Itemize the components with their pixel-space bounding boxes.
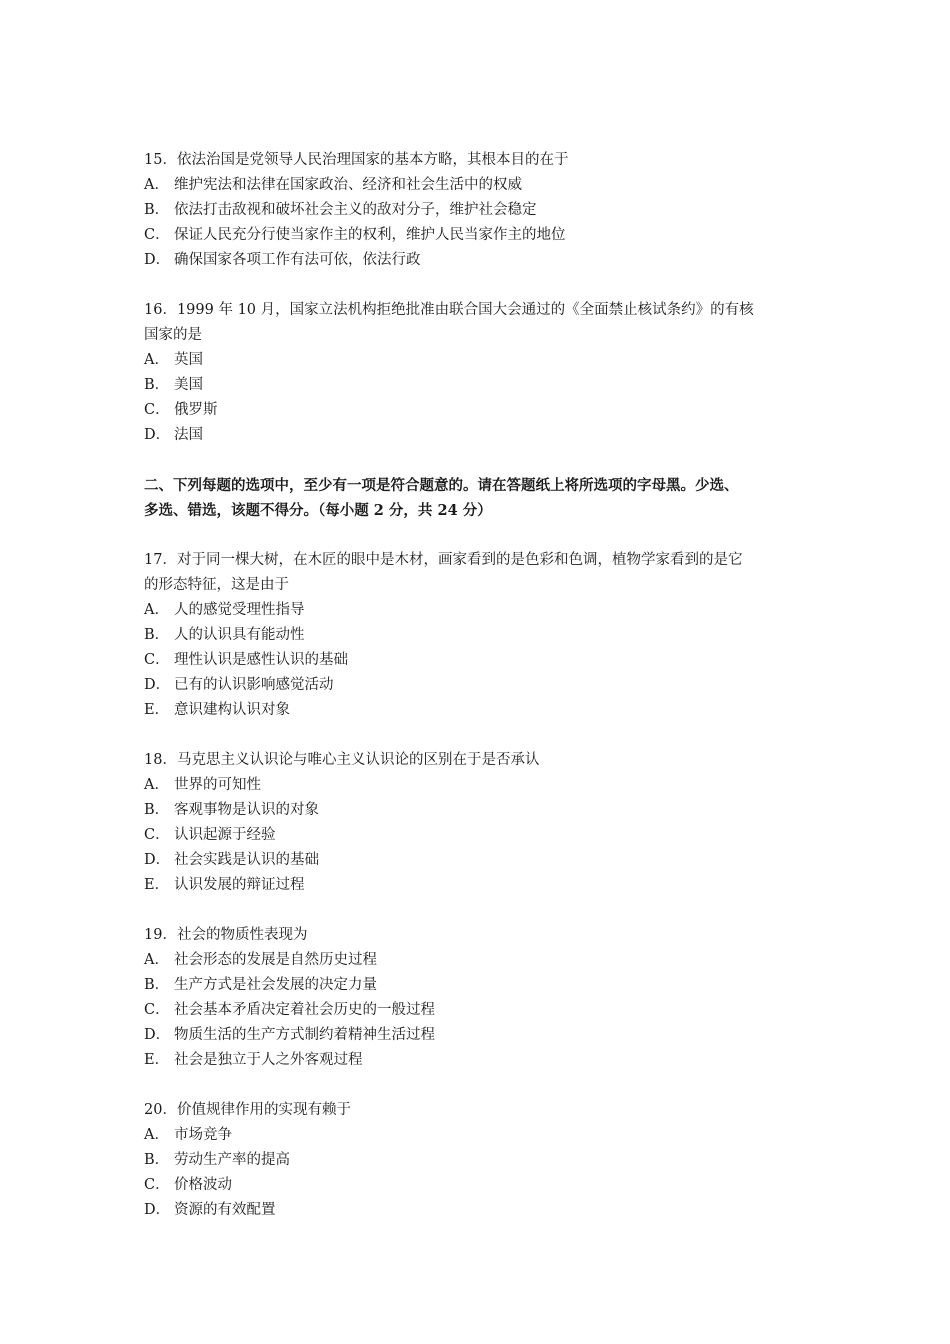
option-a [144, 773, 814, 798]
option-letter: B． [144, 977, 170, 993]
option-letter: E． [144, 702, 170, 718]
question-15 [144, 148, 814, 273]
section-heading [144, 473, 814, 523]
option-text: 劳动生产率的提高 [174, 1152, 290, 1168]
option-letter: A． [144, 352, 169, 368]
question-stem: 19．社会的物质性表现为 [144, 927, 308, 943]
option-d [144, 673, 814, 698]
question-stem-line-1: 17．对于同一棵大树，在木匠的眼中是木材，画家看到的是色彩和色调，植物学家看到的是它 [144, 552, 743, 568]
option-letter: D． [144, 427, 171, 443]
option-b [144, 373, 814, 398]
option-letter: E． [144, 1052, 170, 1068]
question-stem-line-2: 国家的是 [144, 327, 202, 343]
option-c [144, 823, 814, 848]
option-text: 美国 [174, 377, 203, 393]
option-letter: A． [144, 602, 169, 618]
option-letter: D． [144, 852, 171, 868]
option-d [144, 423, 814, 448]
option-letter: B． [144, 377, 170, 393]
exam-page [144, 148, 814, 1248]
option-letter: B． [144, 1152, 170, 1168]
option-letter: D． [144, 1027, 171, 1043]
option-text: 社会是独立于人之外客观过程 [174, 1052, 363, 1068]
option-text: 保证人民充分行使当家作主的权利，维护人民当家作主的地位 [174, 227, 566, 243]
option-a [144, 948, 814, 973]
option-text: 生产方式是社会发展的决定力量 [174, 977, 377, 993]
option-letter: C． [144, 1177, 170, 1193]
option-a [144, 173, 814, 198]
option-letter: A． [144, 952, 169, 968]
question-stem: 20．价值规律作用的实现有赖于 [144, 1102, 351, 1118]
option-letter: A． [144, 777, 169, 793]
option-e [144, 698, 814, 723]
option-letter: D． [144, 1202, 171, 1218]
option-text: 社会实践是认识的基础 [174, 852, 319, 868]
option-text: 人的感觉受理性指导 [174, 602, 305, 618]
option-a [144, 598, 814, 623]
question-19 [144, 923, 814, 1073]
option-d [144, 848, 814, 873]
option-d [144, 248, 814, 273]
option-text: 英国 [174, 352, 203, 368]
option-c [144, 223, 814, 248]
option-e [144, 1048, 814, 1073]
option-text: 俄罗斯 [174, 402, 218, 418]
option-text: 理性认识是感性认识的基础 [174, 652, 348, 668]
option-c [144, 1173, 814, 1198]
option-d [144, 1198, 814, 1223]
question-stem: 18．马克思主义认识论与唯心主义认识论的区别在于是否承认 [144, 752, 540, 768]
option-text: 社会形态的发展是自然历史过程 [174, 952, 377, 968]
option-text: 认识起源于经验 [174, 827, 276, 843]
question-17 [144, 548, 814, 723]
option-letter: C． [144, 227, 170, 243]
option-letter: B． [144, 627, 170, 643]
option-c [144, 398, 814, 423]
option-letter: B． [144, 202, 170, 218]
option-a [144, 348, 814, 373]
option-letter: E． [144, 877, 170, 893]
option-text: 客观事物是认识的对象 [174, 802, 319, 818]
option-letter: C． [144, 402, 170, 418]
option-letter: A． [144, 177, 169, 193]
option-b [144, 798, 814, 823]
option-letter: C． [144, 652, 170, 668]
option-text: 社会基本矛盾决定着社会历史的一般过程 [174, 1002, 435, 1018]
section-heading-line-2: 多选、错选，该题不得分。（每小题 2 分，共 24 分） [144, 502, 492, 519]
option-text: 物质生活的生产方式制约着精神生活过程 [174, 1027, 435, 1043]
option-d [144, 1023, 814, 1048]
option-letter: A． [144, 1127, 169, 1143]
question-16 [144, 298, 814, 448]
option-letter: D． [144, 252, 171, 268]
question-20 [144, 1098, 814, 1223]
option-c [144, 648, 814, 673]
question-stem-line-1: 16．1999 年 10 月，国家立法机构拒绝批准由联合国大会通过的《全面禁止核试条约》的有核 [144, 302, 754, 318]
option-letter: C． [144, 827, 170, 843]
option-e [144, 873, 814, 898]
option-text: 市场竞争 [174, 1127, 232, 1143]
option-text: 资源的有效配置 [174, 1202, 276, 1218]
option-text: 价格波动 [174, 1177, 232, 1193]
option-b [144, 623, 814, 648]
option-text: 法国 [174, 427, 203, 443]
option-text: 人的认识具有能动性 [174, 627, 305, 643]
option-b [144, 1148, 814, 1173]
option-text: 依法打击敌视和破坏社会主义的敌对分子，维护社会稳定 [174, 202, 537, 218]
question-18 [144, 748, 814, 898]
option-text: 确保国家各项工作有法可依，依法行政 [174, 252, 421, 268]
option-b [144, 198, 814, 223]
option-text: 已有的认识影响感觉活动 [174, 677, 334, 693]
question-stem-line-2: 的形态特征，这是由于 [144, 577, 289, 593]
question-stem: 15．依法治国是党领导人民治理国家的基本方略，其根本目的在于 [144, 152, 569, 168]
option-letter: C． [144, 1002, 170, 1018]
option-text: 维护宪法和法律在国家政治、经济和社会生活中的权威 [174, 177, 522, 193]
option-letter: D． [144, 677, 171, 693]
option-a [144, 1123, 814, 1148]
option-text: 认识发展的辩证过程 [174, 877, 305, 893]
section-heading-line-1: 二、下列每题的选项中，至少有一项是符合题意的。请在答题纸上将所选项的字母黑。少选、 [144, 477, 739, 494]
option-text: 意识建构认识对象 [174, 702, 290, 718]
option-letter: B． [144, 802, 170, 818]
option-b [144, 973, 814, 998]
option-text: 世界的可知性 [174, 777, 261, 793]
option-c [144, 998, 814, 1023]
